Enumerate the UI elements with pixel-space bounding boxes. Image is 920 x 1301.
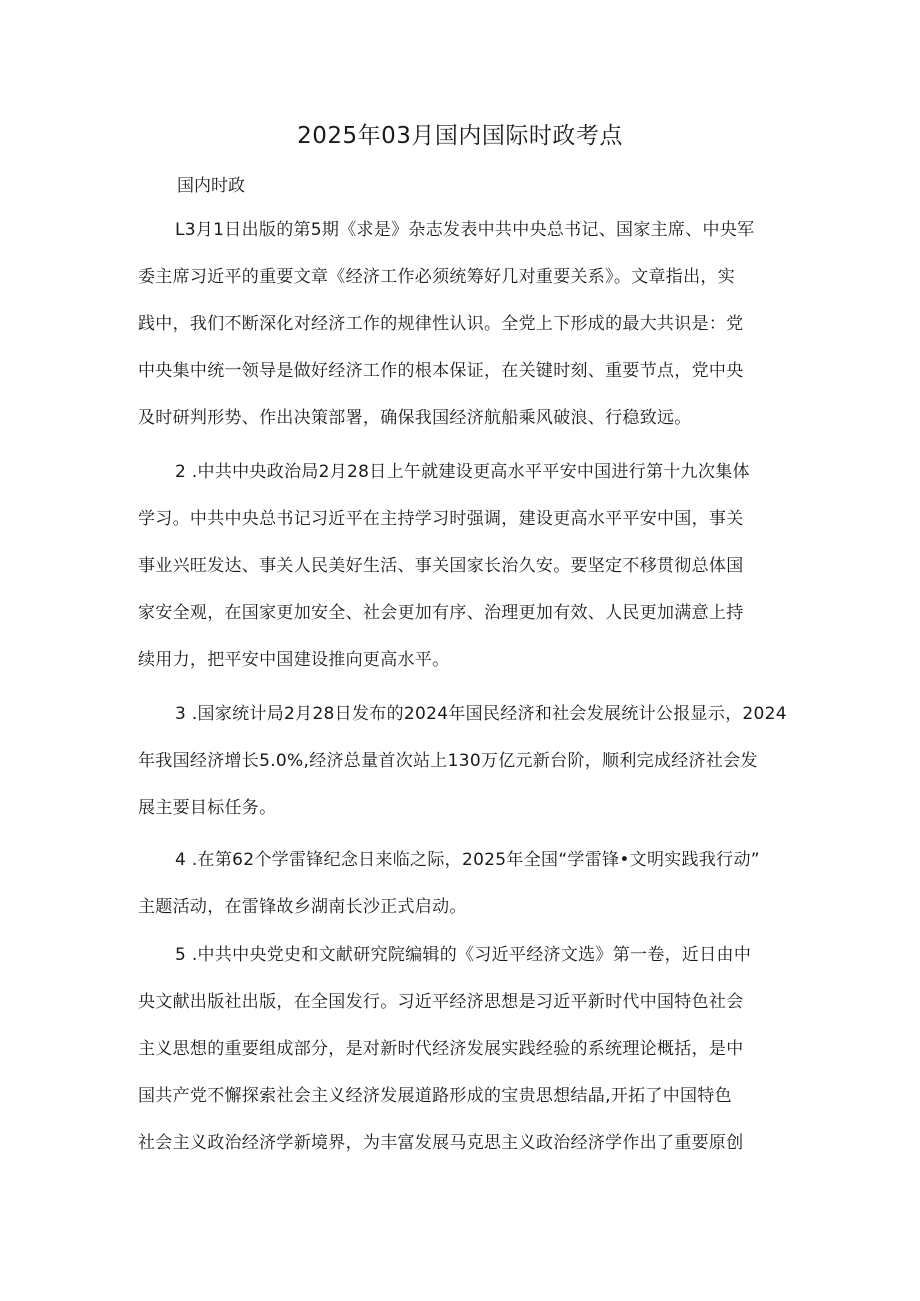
- paragraph-line: 主题活动，在雷锋故乡湖南长沙正式启动。: [138, 897, 467, 917]
- paragraph-line: 主义思想的重要组成部分，是对新时代经济发展实践经验的系统理论概括，是中: [138, 1039, 744, 1059]
- paragraph-line: 事业兴旺发达、事关人民美好生活、事关国家长治久安。要坚定不移贯彻总体国: [138, 556, 744, 576]
- paragraph-line: 续用力，把平安中国建设推向更高水平。: [138, 650, 450, 670]
- paragraph-line: 央文献出版社出版，在全国发行。习近平经济思想是习近平新时代中国特色社会: [138, 992, 744, 1012]
- paragraph-line: 践中，我们不断深化对经济工作的规律性认识。全党上下形成的最大共识是：党: [138, 314, 744, 334]
- document-title: 2025年03月国内国际时政考点: [297, 123, 623, 149]
- paragraph-line: 5 .中共中央党史和文献研究院编辑的《习近平经济文选》第一卷，近日由中: [175, 945, 752, 965]
- paragraph-line: L3月1日出版的第5期《求是》杂志发表中共中央总书记、国家主席、中央军: [175, 220, 755, 240]
- section-heading: 国内时政: [177, 176, 245, 196]
- paragraph-line: 2 .中共中央政治局2月28日上午就建设更高水平平安中国进行第十九次集体: [175, 462, 750, 482]
- paragraph-line: 4 .在第62个学雷锋纪念日来临之际，2025年全国“学雷锋•文明实践我行动”: [175, 850, 760, 870]
- paragraph-line: 学习。中共中央总书记习近平在主持学习时强调，建设更高水平平安中国，事关: [138, 509, 744, 529]
- paragraph-line: 国共产党不懈探索社会主义经济发展道路形成的宝贵思想结晶,开拓了中国特色: [138, 1086, 732, 1106]
- paragraph-line: 年我国经济增长5.0%,经济总量首次站上130万亿元新台阶，顺利完成经济社会发: [138, 751, 758, 771]
- paragraph-line: 展主要目标任务。: [138, 798, 277, 818]
- paragraph-line: 委主席习近平的重要文章《经济工作必须统筹好几对重要关系》。文章指出，实: [138, 267, 735, 287]
- paragraph-line: 家安全观，在国家更加安全、社会更加有序、治理更加有效、人民更加满意上持: [138, 603, 744, 623]
- paragraph-line: 社会主义政治经济学新境界，为丰富发展马克思主义政治经济学作出了重要原创: [138, 1133, 744, 1153]
- paragraph-line: 及时研判形势、作出决策部署，确保我国经济航船乘风破浪、行稳致远。: [138, 408, 692, 428]
- paragraph-line: 中央集中统一领导是做好经济工作的根本保证，在关键时刻、重要节点，党中央: [138, 361, 744, 381]
- paragraph-line: 3 .国家统计局2月28日发布的2024年国民经济和社会发展统计公报显示，2024: [175, 704, 787, 724]
